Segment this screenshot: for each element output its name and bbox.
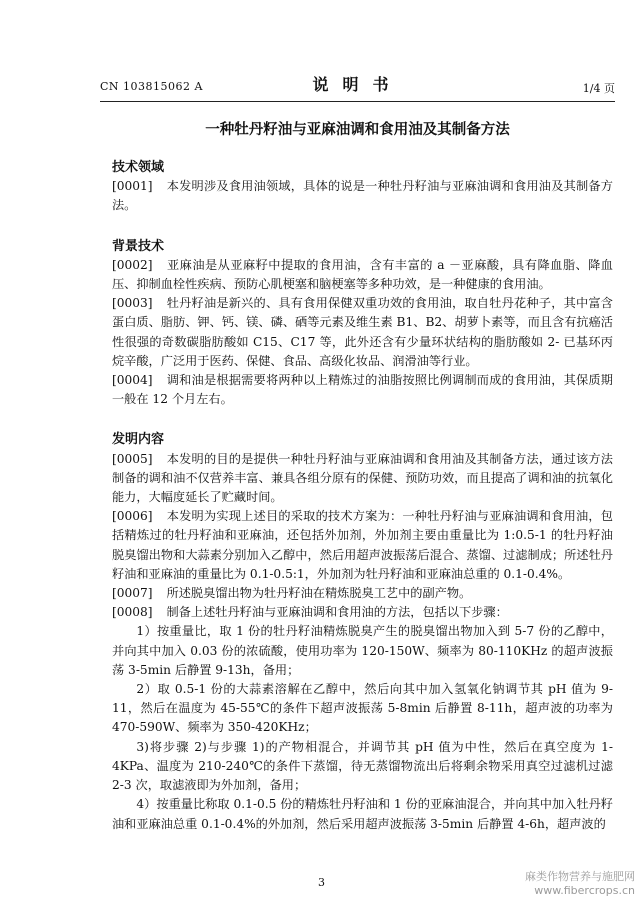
paragraph-0005 — [112, 450, 613, 508]
section-heading-technical-field: 技术领域 — [112, 160, 165, 175]
watermark-site-name: 麻类作物营养与施肥网 — [525, 870, 635, 883]
page-number: 3 — [318, 876, 325, 889]
site-watermark — [495, 870, 635, 898]
paragraph-number: [0008] — [112, 605, 153, 620]
paragraph-text: 制备上述牡丹籽油与亚麻油调和食用油的方法，包括以下步骤： — [166, 605, 508, 620]
paragraph-text: 本发明为实现上述目的采取的技术方案为：一种牡丹籽油与亚麻油调和食用油，包括精炼过的牡丹籽油和亚麻油，还包括外加剂，外加剂主要由重量比为 1:0.5-1 的牡丹籽油脱臭馏出物和大蒜素分别加入乙醇中，然后用超声波振荡后混合、蒸馏、过滤制成；所述牡丹籽油和亚麻油的重量比为 0.1-0.5:1，外加剂为牡丹籽油和亚麻油总重的 0.1-0.4%。 — [112, 509, 613, 581]
paragraph-text: 牡丹籽油是新兴的、具有食用保健双重功效的食用油，取自牡丹花种子，其中富含蛋白质、脂肪、钾、钙、镁、磷、硒等元素及维生素 B1、B2、胡萝卜素等，而且含有抗癌活性很强的奇数碳脂肪酸如 C15、C17 等，此外还含有少量环状结构的脂肪酸如 2- 已基环丙烷辛酸，广泛用于医药、保健、食品、高级化妆品、润滑油等行业。 — [112, 296, 613, 368]
paragraph-0002 — [112, 256, 613, 294]
section-heading-background: 背景技术 — [112, 238, 165, 254]
paragraph-number: [0004] — [112, 373, 153, 388]
document-number: CN 103815062 A — [100, 80, 203, 93]
paragraph-number: [0007] — [112, 586, 153, 601]
paragraph-0004 — [112, 371, 613, 409]
paragraph-number: [0002] — [112, 257, 153, 272]
paragraph-0008 — [112, 603, 613, 622]
paragraph-number: [0003] — [112, 296, 153, 311]
document-title: 一种牡丹籽油与亚麻油调和食用油及其制备方法 — [205, 121, 510, 138]
page-reference: 1/4 页 — [582, 82, 615, 95]
section-heading-invention-content: 发明内容 — [112, 432, 165, 448]
paragraph-text: 亚麻油是从亚麻籽中提取的食用油，含有丰富的 a －亚麻酸，具有降血脂、降血压、抑制血栓性疾病、预防心肌梗塞和脑梗塞等多种功效，是一种健康的食用油。 — [112, 257, 613, 292]
paragraph-number: [0005] — [112, 451, 153, 466]
paragraph-0003 — [112, 294, 613, 371]
header-rule — [100, 101, 615, 102]
paragraph-text: 所述脱臭馏出物为牡丹籽油在精炼脱臭工艺中的副产物。 — [166, 586, 472, 601]
paragraph-0001 — [112, 177, 613, 215]
paragraph-number: [0001] — [112, 179, 153, 194]
paragraph-text: 本发明涉及食用油领域，具体的说是一种牡丹籽油与亚麻油调和食用油及其制备方法。 — [112, 179, 613, 213]
paragraph-number: [0006] — [112, 509, 153, 524]
paragraph-0007 — [112, 584, 613, 603]
document-body — [112, 158, 613, 834]
method-step-3: 3)将步骤 2)与步骤 1)的产物相混合，并调节其 pH 值为中性，然后在真空度为 1-4KPa、温度为 210-240℃的条件下蒸馏，待无蒸馏物流出后将剩余物采用真空过滤机过滤 2-3 次，取滤液即为外加剂，备用； — [112, 739, 613, 793]
watermark-site-url: www.fibercrops.cn — [534, 884, 635, 897]
method-step-4: 4）按重量比称取 0.1-0.5 份的精炼牡丹籽油和 1 份的亚麻油混合，并向其中加入牡丹籽油和亚麻油总重 0.1-0.4%的外加剂，然后采用超声波振荡 3-5min 后静置 4-6h，超声波的 — [112, 797, 613, 831]
paragraph-0006 — [112, 507, 613, 584]
method-step-1: 1）按重量比，取 1 份的牡丹籽油精炼脱臭产生的脱臭馏出物加入到 5-7 份的乙醇中，并向其中加入 0.03 份的浓硫酸，使用功率为 120-150W、频率为 80-110KHz 的超声波振荡 3-5min 后静置 9-13h，备用； — [112, 624, 613, 677]
method-step-2: 2）取 0.5-1 份的大蒜素溶解在乙醇中，然后向其中加入氢氧化钠调节其 pH 值为 9-11，然后在温度为 45-55℃的条件下超声波振荡 5-8min 后静置 8-11h，超声波的功率为 470-590W、频率为 350-420KHz； — [112, 682, 613, 735]
document-type-label: 说明书 — [312, 75, 403, 94]
document-header — [100, 72, 615, 98]
paragraph-text: 本发明的目的是提供一种牡丹籽油与亚麻油调和食用油及其制备方法，通过该方法制备的调和油不仅营养丰富、兼具各组分原有的保健、预防功效，而且提高了调和油的抗氧化能力，大幅度延长了贮藏时间。 — [112, 451, 613, 505]
paragraph-text: 调和油是根据需要将两种以上精炼过的油脂按照比例调制而成的食用油，其保质期一般在 12 个月左右。 — [112, 373, 613, 407]
